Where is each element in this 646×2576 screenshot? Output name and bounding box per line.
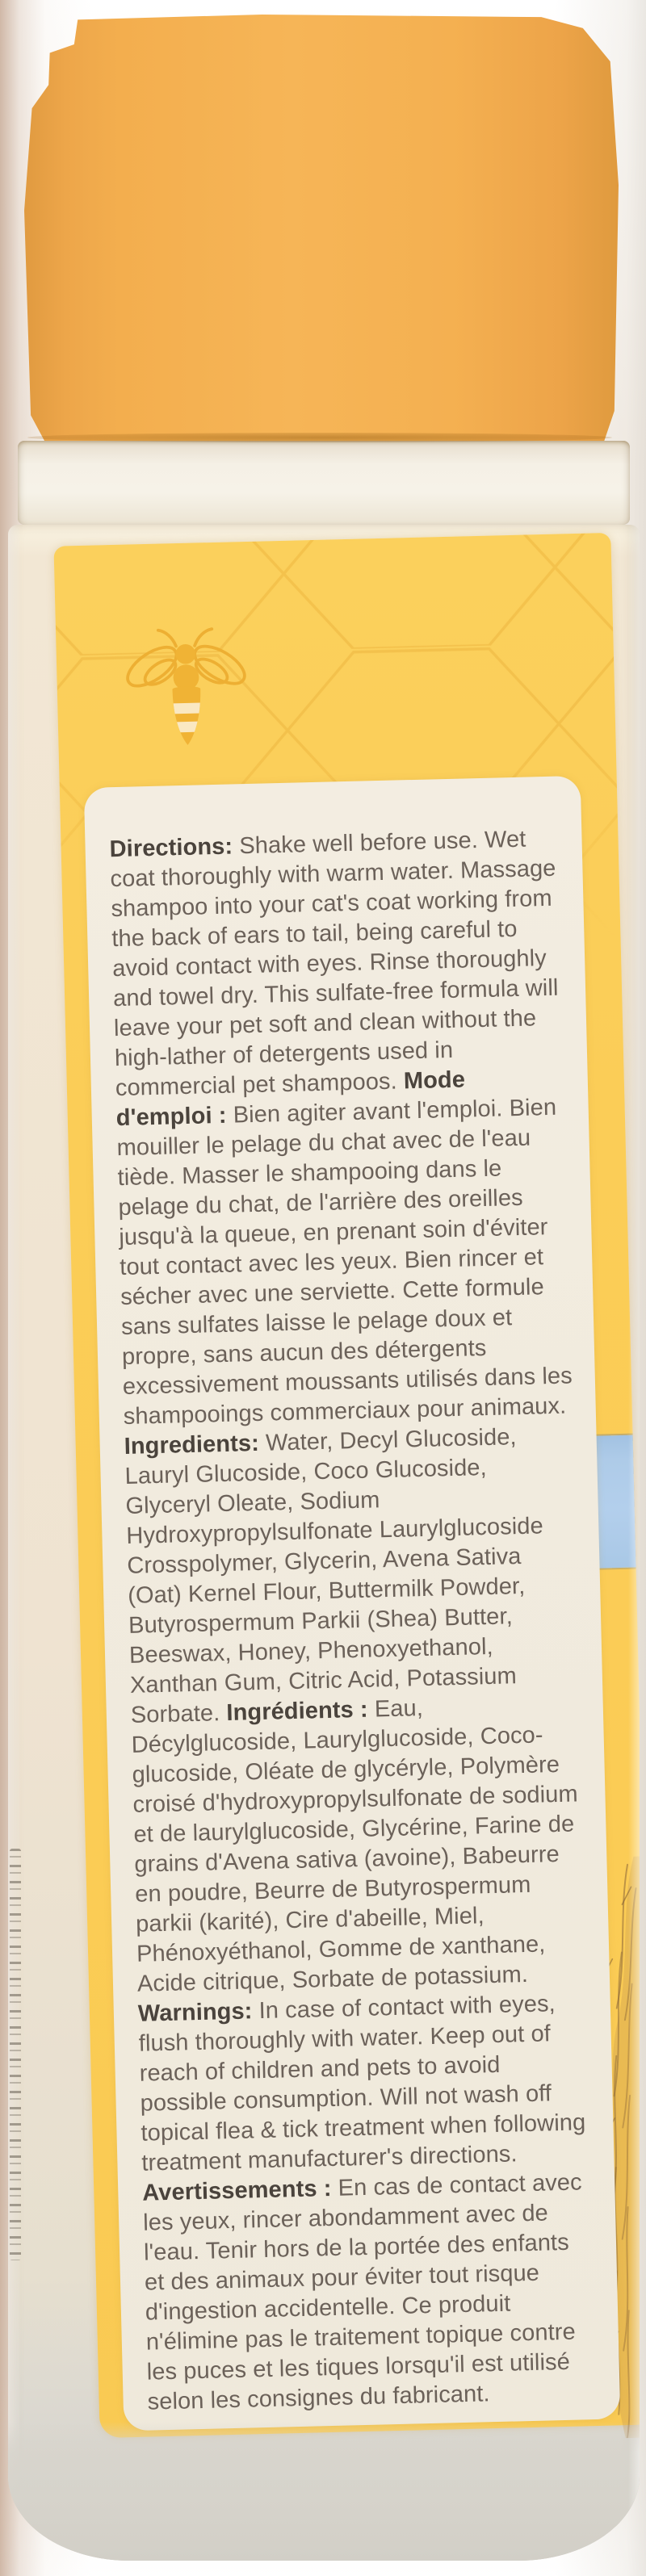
label-text [109,824,598,2418]
mode-demploi-body: Bien agiter avant l'emploi. Bien mouiller le pelage du chat avec de l'eau tiède. Masser le shampooing dans le pelage du chat, de l'arrière des oreilles jusqu'à la queue, en prenant soin d'éviter tout contact avec les yeux. Bien rincer et sécher avec une serviette. Cette formule sans sulfates laisse le pelage doux et propre, sans aucun des détergents excessivement moussants utilisés dans les shampooings commerciaux pour animaux. [116,1094,573,1430]
bottle-cap [24,15,619,441]
neck-band [18,441,630,525]
ingredients-en-heading: Ingredients: [124,1430,260,1460]
side-print-code [10,1849,21,2260]
warnings-body: In case of contact with eyes, flush thoroughly with water. Keep out of reach of children and pets to avoid possible consumption. Will not wash off topical flea & tick treatment when following treatment manufacturer's directions. [138,1991,586,2176]
directions-body: Shake well before use. Wet coat thoroughly with warm water. Massage shampoo into your cat's coat working from the back of ears to tail, being careful to avoid contact with eyes. Rinse thoroughly and towel dry. This sulfate-free formula will leave your pet soft and clean without the high-lather of detergents used in commercial pet shampoos. [110,826,559,1102]
warnings-heading: Warnings: [137,1998,253,2027]
bottle-right-highlight [628,525,640,2561]
frosted-bottle-bottom [8,2422,640,2561]
back-label [53,533,640,2438]
bee-icon [115,620,258,770]
avertissements-heading: Avertissements : [141,2175,332,2206]
ingredients-en-body: Water, Decyl Glucoside, Lauryl Glucoside, Coco Glucoside, Glyceryl Oleate, Sodium Hydroxypropylsulfonate Laurylglucoside Crosspolymer, Glycerin, Avena Sativa (Oat) Kernel Flour, Buttermilk Powder, Butyrospermum Parkii (Shea) Butter, Beeswax, Honey, Phenoxyethanol, Xanthan Gum, Citric Acid, Potassium Sorbate. [124,1424,544,1728]
directions-heading: Directions: [109,833,233,863]
bottle-body [8,525,640,2561]
mode-demploi-heading: Mode d'emploi : [115,1066,466,1132]
cap-bottom-shadow [27,433,612,442]
avertissements-body: En cas de contact avec les yeux, rincer abondamment avec de l'eau. Tenir hors de la portée des enfants et des animaux pour éviter tout risque d'ingestion accidentelle. Ce produit n'élimine pas le traitement topique contre les puces et les tiques lorsqu'il est utilisé selon les consignes du fabricant. [142,2169,583,2415]
ingredients-fr-heading: Ingrédients : [226,1696,369,1726]
ingredients-fr-body: Eau, Décylglucoside, Laurylglucoside, Coco-glucoside, Oléate de glycéryle, Polymère croisé d'hydroxypropylsulfonate de sodium et de laurylglucoside, Glycérine, Farine de grains d'Avena sativa (avoine), Babeurre en poudre, Beurre de Butyrospermum parkii (karité), Cire d'abeille, Miel, Phénoxyéthanol, Gomme de xanthane, Acide citrique, Sorbate de potassium. [131,1695,579,1997]
info-panel [84,776,621,2431]
